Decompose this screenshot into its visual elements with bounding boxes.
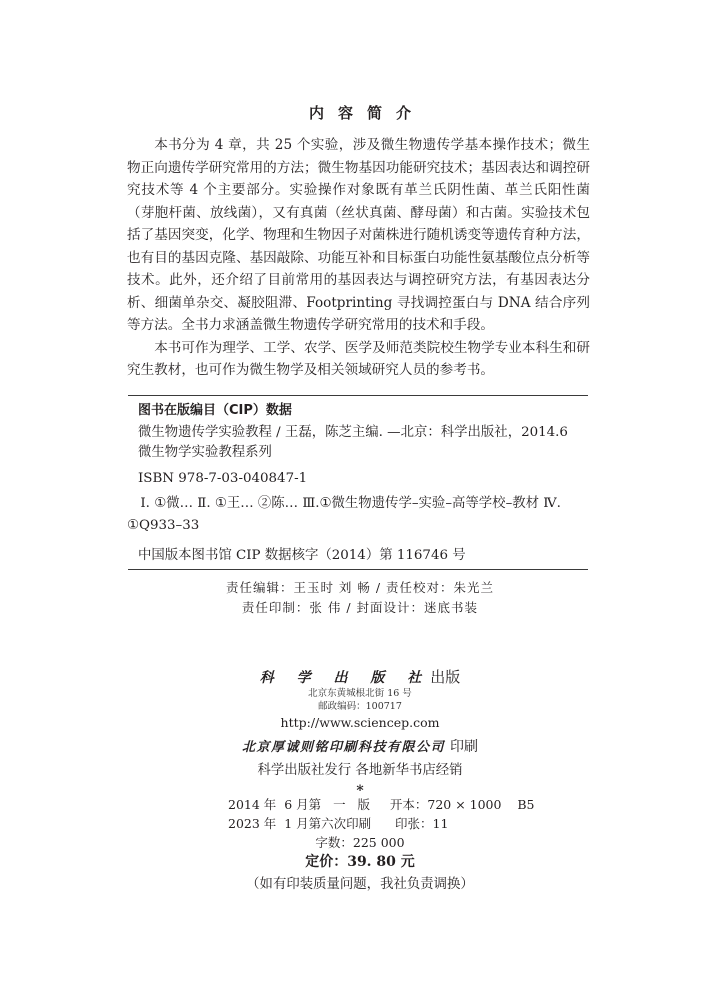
cip-classification: Ⅰ. ①微… Ⅱ. ①王… ②陈… Ⅲ.①微生物遗传学–实验–高等学校–教材 Ⅳ. ①Q933–33 — [127, 496, 561, 533]
section-separator-star: * — [356, 783, 364, 799]
printer-suffix: 印刷 — [450, 739, 479, 755]
publisher-name: 科 学 出 版 社 — [259, 670, 431, 686]
cip-title-line: 微生物遗传学实验教程 / 王磊，陈芝主编. —北京：科学出版社，2014.6 — [138, 425, 568, 440]
publisher-postcode: 邮政编码：100717 — [318, 701, 402, 712]
cip-isbn: ISBN 978-7-03-040847-1 — [138, 471, 308, 486]
credits-line-2: 责任印制：张 伟 / 封面设计：迷底书装 — [241, 600, 479, 615]
printing-line: 2023 年 1 月第六次印刷 印张：11 — [228, 816, 449, 831]
page-title: 内容简介 — [308, 104, 425, 122]
cip-series-line: 微生物学实验教程系列 — [138, 445, 272, 460]
cip-number: 中国版本图书馆 CIP 数据核字（2014）第 116746 号 — [138, 548, 466, 563]
word-count: 字数：225 000 — [315, 835, 405, 850]
abstract-section — [127, 134, 590, 382]
publisher-suffix: 出版 — [430, 668, 461, 686]
publisher-address: 北京东黄城根北街 16 号 — [308, 688, 412, 699]
quality-notice: （如有印装质量问题，我社负责调换） — [246, 877, 474, 892]
cip-block — [138, 401, 590, 489]
edition-line: 2014 年 6 月第 一 版 开本：720 × 1000 B5 — [228, 797, 535, 812]
cip-bottom-divider — [128, 569, 588, 570]
publisher-block — [0, 666, 720, 798]
credits-line-1: 责任编辑：王玉时 刘 畅 / 责任校对：朱光兰 — [225, 580, 495, 595]
publisher-line — [0, 666, 720, 687]
spec-block — [228, 795, 535, 833]
distribution-line: 科学出版社发行 各地新华书店经销 — [257, 763, 463, 778]
price: 定价：39. 80 元 — [305, 854, 415, 870]
printer-line — [0, 734, 720, 760]
abstract-paragraph-1: 本书分为 4 章，共 25 个实验，涉及微生物遗传学基本操作技术；微生物正向遗传学研究常用的方法；微生物基因功能研究技术；基因表达和调控研究技术等 4 个主要部分。实验操作对象既有革兰氏阴性菌、革兰氏阳性菌（芽胞杆菌、放线菌），又有真菌（丝状真菌、酵母菌）和古菌。实验技术包括了基因突变，化学、物理和生物因子对菌株进行随机诱变等遗传育种方法，也有目的基因克隆、基因敲除、功能互补和目标蛋白功能性氨基酸位点分析等技术。此外，还介绍了目前常用的基因表达与调控研究方法，有基因表达分析、细菌单杂交、凝胶阻滞、Footprinting 寻找调控蛋白与 DNA 结合序列等方法。全书力求涵盖微生物遗传学研究常用的技术和手段。 — [127, 137, 590, 333]
cip-top-divider — [128, 395, 588, 396]
printer-name: 北京厚诚则铭印刷科技有限公司 — [241, 740, 445, 755]
abstract-paragraph-2: 本书可作为理学、工学、农学、医学及师范类院校生物学专业本科生和研究生教材，也可作为微生物学及相关领域研究人员的参考书。 — [127, 339, 590, 378]
publisher-url: http://www.sciencep.com — [280, 715, 440, 730]
cip-heading: 图书在版编目（CIP）数据 — [138, 403, 292, 418]
